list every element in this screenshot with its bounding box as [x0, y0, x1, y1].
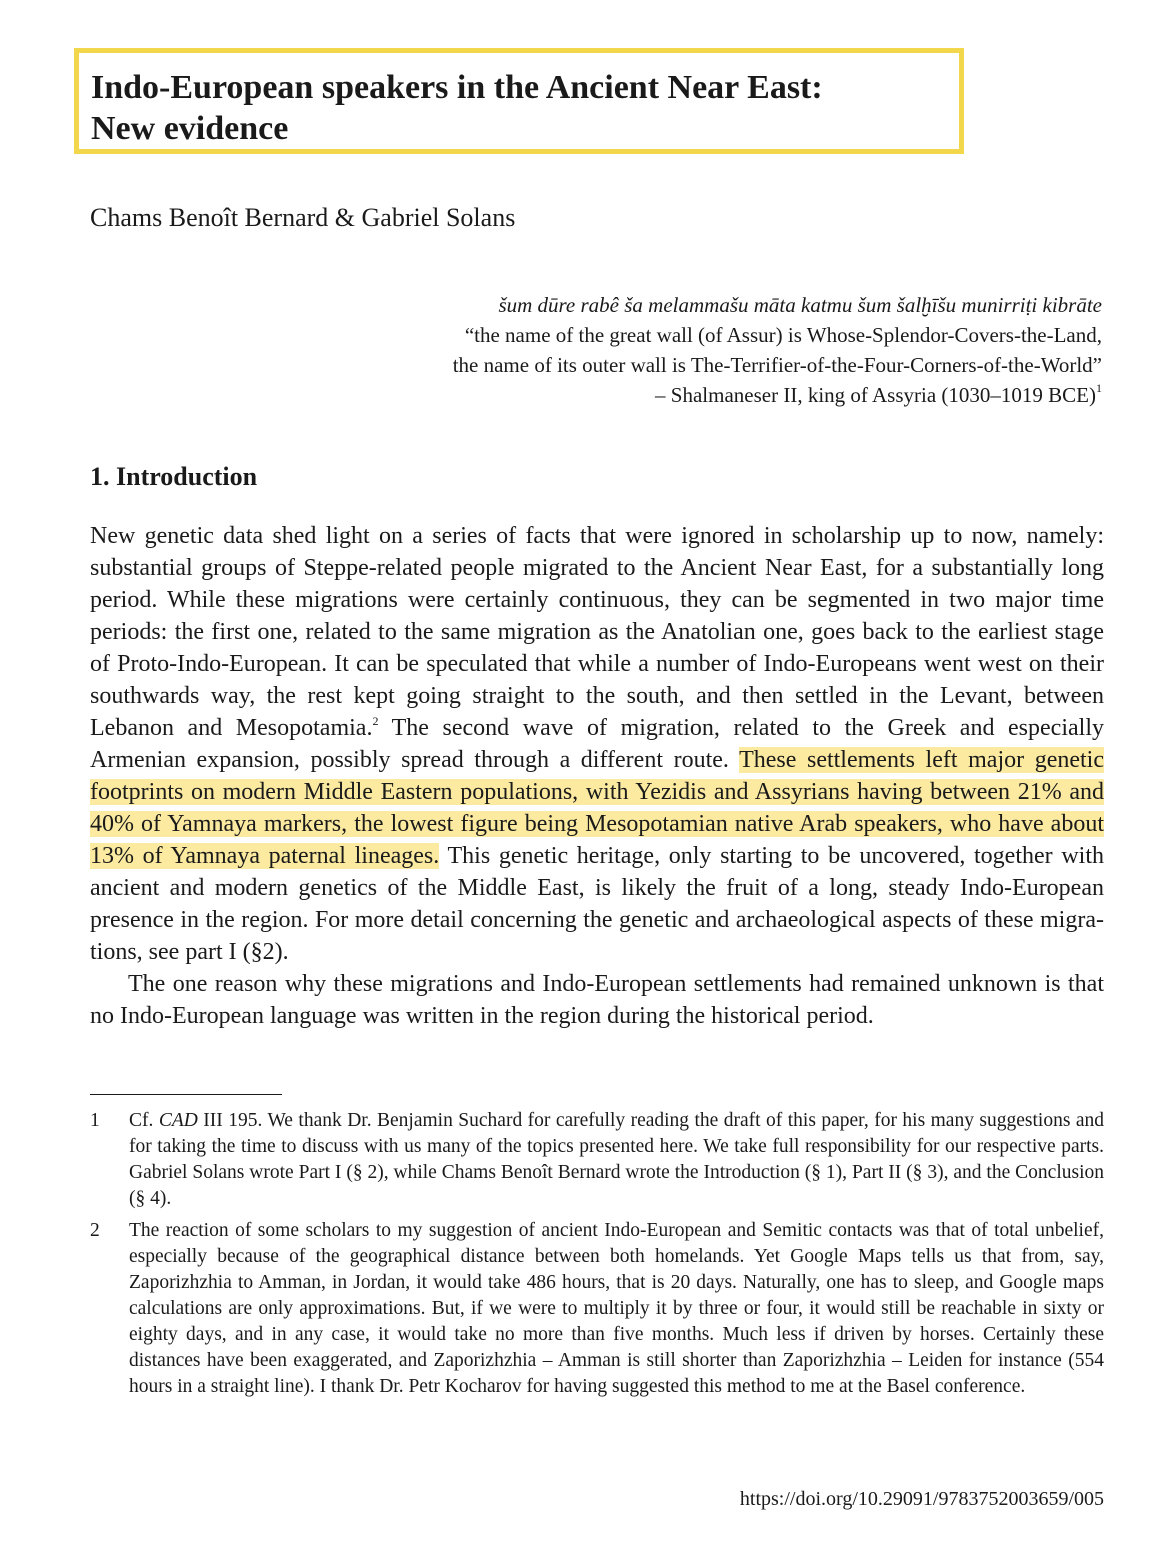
paper-title	[91, 67, 947, 149]
epigraph-attribution: – Shalmaneser II, king of Assyria (1030–1019 BCE)	[655, 383, 1096, 407]
footnote-1-text: III 195. We thank Dr. Benjamin Suchard for carefully reading the draft of this paper, for his many suggestions and for taking the time to discuss with us many of the topics presented here. We take full responsibility for our respective parts. Gabriel Solans wrote Part I (§ 2), while Chams Benoît Bernard wrote the Introduction (§ 1), Part II (§ 3), and the Conclusion (§ 4).	[129, 1110, 1105, 1209]
highlighted-text: These settlements left major genetic footprints on modern Middle Eastern populations, with Yezidis and Assyrians having between 21% and 40% of Yamnaya markers, the lowest figure being Mesopotamian native Arab speakers, who have about 13% of Yamnaya paternal lineages.	[90, 747, 1104, 869]
footnote-1-lead: Cf.	[129, 1110, 159, 1131]
title-box	[74, 48, 964, 154]
footnotes	[90, 1108, 1104, 1406]
paragraph-2: The one reason why these migrations and Indo-European settlements had remained unknown is that no Indo-European language was written in the region during the historical period.	[90, 971, 1104, 1029]
epigraph-akkadian: šum dūre rabê ša melammašu māta katmu šum šalḫīšu munirriṭi kibrāte	[498, 293, 1102, 317]
footnote-ref-2[interactable]: 2	[372, 714, 379, 728]
body-text	[90, 520, 1104, 1032]
footnote-2	[90, 1218, 1104, 1400]
footnote-2-number: 2	[90, 1220, 100, 1241]
paragraph-1-part-3: This genetic heritage, only starting to be uncovered, together with ancient and modern genetics of the Middle East, is likely the fruit of a long, steady Indo-European presence in the region. For more detail concerning the genetic and archaeological aspects of these migrations, see part I (§2).	[90, 843, 1104, 965]
footnote-2-text: The reaction of some scholars to my suggestion of ancient Indo-European and Semitic contacts was that of total unbelief, especially because of the geographical distance between both homelands. Yet Google Maps tells us that from, say, Zaporizhzhia to Amman, in Jordan, it would take 486 hours, that is 20 days. Naturally, one has to sleep, and Google maps calculations are only approximations. But, if we were to multiply it by three or four, it would still be reachable in sixty or eighty days, and in any case, it would take no more than five months. Much less if driven by horses. Certainly these distances have been exaggerated, and Zaporizhzhia – Amman is still shorter than Zaporizhzhia – Leiden for instance (554 hours in a straight line). I thank Dr. Petr Kocharov for having suggested this method to me at the Basel conference.	[129, 1220, 1104, 1397]
epigraph-translation-line-2: the name of its outer wall is The-Terrifier-of-the-Four-Corners-of-the-World”	[452, 353, 1102, 377]
section-heading: 1. Introduction	[90, 462, 258, 491]
epigraph-attribution-line	[453, 380, 1102, 410]
footnote-divider	[90, 1094, 282, 1095]
title-line-2: New evidence	[91, 110, 289, 147]
footnote-1	[90, 1108, 1104, 1212]
epigraph-translation-line-1: “the name of the great wall (of Assur) is Whose-Splendor-Covers-the-Land,	[464, 323, 1102, 347]
title-line-1: Indo-European speakers in the Ancient Near East:	[91, 69, 823, 106]
footnote-1-number: 1	[90, 1110, 100, 1131]
paragraph-1-part-2: The second wave of migration, related to the Greek and especially Armenian expansion, possibly spread through a different route.	[90, 715, 1104, 773]
paragraph-1-part-1: New genetic data shed light on a series of facts that were ignored in scholarship up to now, namely: substantial groups of Steppe-related people migrated to the Ancient Near East, for a substantially long period. While these migrations were certainly continuous, they can be segmented in two major time periods: the first one, related to the same migration as the Anatolian one, goes back to the earliest stage of Proto-Indo-European. It can be speculated that while a number of Indo-Europeans went west on their southwards way, the rest kept going straight to the south, and then settled in the Levant, between Lebanon and Mesopotamia.	[90, 523, 1104, 741]
footnote-ref-1[interactable]: 1	[1096, 381, 1102, 395]
authors: Chams Benoît Bernard & Gabriel Solans	[90, 203, 516, 232]
footnote-1-italic: CAD	[158, 1110, 198, 1131]
epigraph	[453, 290, 1102, 410]
paragraph-1	[90, 520, 1104, 968]
doi-link[interactable]: https://doi.org/10.29091/9783752003659/005	[739, 1488, 1104, 1510]
